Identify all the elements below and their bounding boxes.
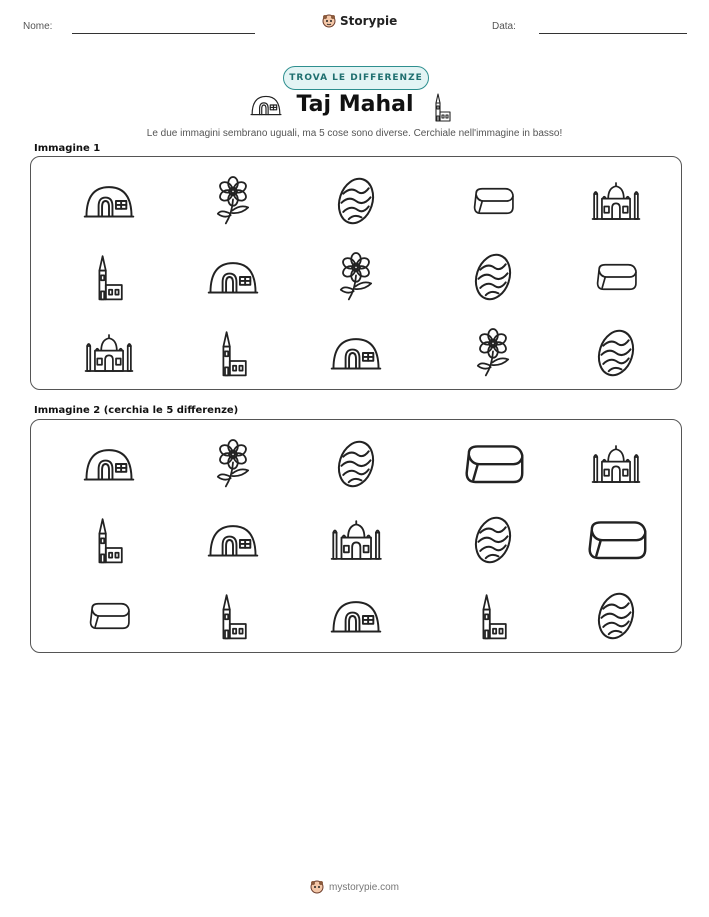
igloo-icon xyxy=(330,335,382,371)
igloo-icon[interactable] xyxy=(207,522,259,558)
church-icon[interactable] xyxy=(477,592,509,640)
soap-icon xyxy=(593,261,639,293)
soap-icon xyxy=(470,185,516,217)
stone-icon xyxy=(596,327,636,379)
igloo-icon[interactable] xyxy=(330,598,382,634)
footer-url[interactable]: mystorypie.com xyxy=(328,881,399,893)
stone-icon[interactable] xyxy=(596,590,636,642)
flower-icon[interactable] xyxy=(213,440,253,488)
stone-icon xyxy=(336,175,376,227)
igloo-icon[interactable] xyxy=(83,446,135,482)
taj-mahal-icon xyxy=(591,181,641,221)
taj-mahal-icon xyxy=(84,333,134,373)
igloo-icon xyxy=(207,259,259,295)
stone-icon[interactable] xyxy=(336,438,376,490)
image1-panel xyxy=(30,156,682,390)
page-title: Taj Mahal xyxy=(296,92,414,117)
stone-icon[interactable] xyxy=(473,514,513,566)
igloo-icon xyxy=(83,183,135,219)
title-igloo-icon xyxy=(250,94,282,120)
church-icon xyxy=(93,253,125,301)
name-line[interactable] xyxy=(72,33,255,34)
brand-name: Storypie xyxy=(340,14,398,28)
flower-icon xyxy=(473,329,513,377)
image1-label: Immagine 1 xyxy=(34,143,101,154)
taj-mahal-icon[interactable] xyxy=(330,519,383,561)
instructions: Le due immagini sembrano uguali, ma 5 cose sono diverse. Cerchiale nell'immagine in basso! xyxy=(146,128,563,139)
church-icon xyxy=(217,329,249,377)
soap-icon[interactable] xyxy=(583,517,650,563)
footer xyxy=(0,880,709,894)
church-icon[interactable] xyxy=(217,592,249,640)
stone-icon xyxy=(473,251,513,303)
flower-icon xyxy=(336,253,376,301)
date-line[interactable] xyxy=(539,33,687,34)
soap-icon[interactable] xyxy=(460,441,527,487)
image2-label: Immagine 2 (cerchia le 5 differenze) xyxy=(34,405,239,416)
flower-icon xyxy=(213,177,253,225)
taj-mahal-icon[interactable] xyxy=(591,444,641,484)
church-icon[interactable] xyxy=(93,516,125,564)
title-church-icon xyxy=(430,92,454,126)
brand-logo xyxy=(322,14,397,28)
soap-icon[interactable] xyxy=(86,600,132,632)
date-label: Data: xyxy=(492,21,516,32)
mascot-icon xyxy=(322,14,336,28)
footer-mascot-icon xyxy=(310,880,324,894)
image2-panel[interactable] xyxy=(30,419,682,653)
activity-badge: TROVA LE DIFFERENZE xyxy=(283,66,429,90)
name-label: Nome: xyxy=(23,21,53,32)
